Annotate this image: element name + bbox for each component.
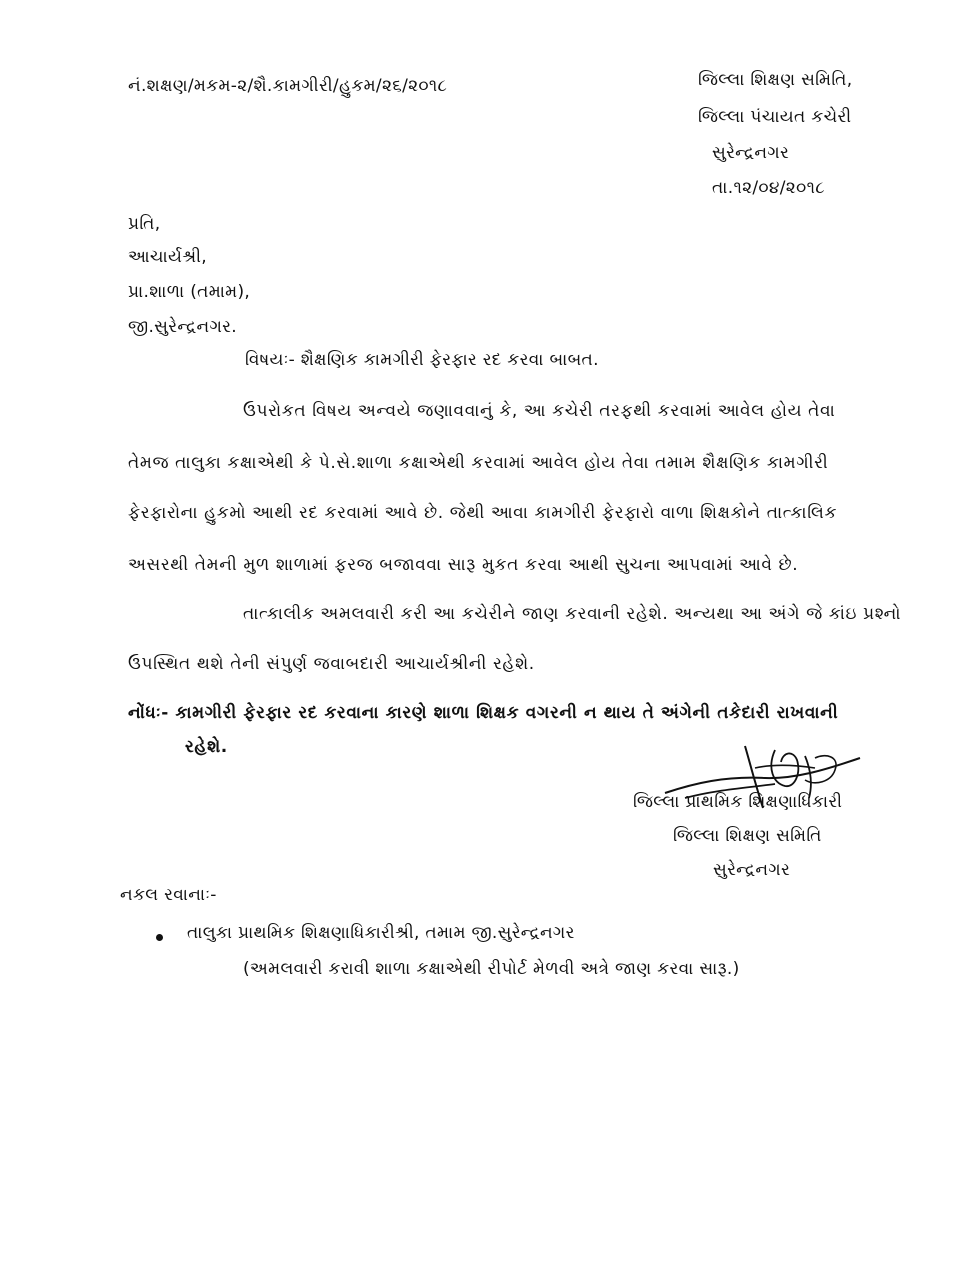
signatory-designation: જિલ્લા પ્રાથમિક શિક્ષણાધિકારી: [633, 792, 843, 812]
paragraph2-line: તાત્કાલીક અમલવારી કરી આ કચેરીને જાણ કરવાની રહેશે. અન્યથા આ અંગે જે કાંઇ પ્રશ્નો: [243, 604, 902, 624]
office-address: જિલ્લા પંચાયત કચેરી: [698, 107, 852, 127]
office-city: સુરેન્દ્રનગર: [712, 143, 790, 163]
addressee-district: જી.સુરેન્દ્રનગર.: [128, 317, 237, 337]
note-line: નોંધઃ- કામગીરી ફેરફાર રદ કરવાના કારણે શાળા શિક્ષક વગરની ન થાય તે અંગેની તકેદારી રાખવાની: [128, 703, 839, 723]
paragraph1-line: તેમજ તાલુકા કક્ષાએથી કે પે.સે.શાળા કક્ષાએથી કરવામાં આવેલ હોય તેવા તમામ શૈક્ષણિક કામગીરી: [128, 453, 829, 473]
addressee-title: આચાર્યશ્રી,: [128, 247, 207, 267]
signatory-office: જિલ્લા શિક્ષણ સમિતિ: [673, 826, 822, 846]
note-line: રહેશે.: [185, 737, 228, 757]
paragraph1-line: ફેરફારોના હુકમો આથી રદ કરવામાં આવે છે. જેથી આવા કામગીરી ફેરફારો વાળા શિક્ષકોને તાત્કાલિક: [128, 503, 838, 523]
reference-number: નં.શક્ષણ/મકમ-૨/શૈ.કામગીરી/હુકમ/૨૬/૨૦૧૮: [128, 76, 448, 96]
copy-to-heading: નકલ રવાનાઃ-: [120, 885, 217, 905]
paragraph2-line: ઉપસ્થિત થશે તેની સંપુર્ણ જવાબદારી આચાર્યશ્રીની રહેશે.: [128, 654, 535, 674]
addressee-to: પ્રતિ,: [128, 214, 161, 234]
subject-line: વિષયઃ- શૈક્ષણિક કામગીરી ફેરફાર રદ કરવા બાબત.: [245, 350, 599, 370]
bullet-icon: [156, 934, 163, 941]
copy-to-recipient: તાલુકા પ્રાથમિક શિક્ષણાધિકારીશ્રી, તમામ જી.સુરેન્દ્રનગર: [187, 923, 575, 943]
copy-to-instruction: (અમલવારી કરાવી શાળા કક્ષાએથી રીપોર્ટ મેળવી અત્રે જાણ કરવા સારૂ.): [243, 959, 740, 979]
office-name: જિલ્લા શિક્ષણ સમિતિ,: [698, 70, 853, 90]
letter-date: તા.૧૨/૦૪/૨૦૧૮: [712, 178, 825, 198]
addressee-school: પ્રા.શાળા (તમામ),: [128, 282, 251, 302]
paragraph1-line: અસરથી તેમની મુળ શાળામાં ફરજ બજાવવા સારૂ મુકત કરવા આથી સુચના આપવામાં આવે છે.: [128, 555, 799, 575]
paragraph1-line: ઉપરોકત વિષય અન્વયે જણાવવાનું કે, આ કચેરી તરફથી કરવામાં આવેલ હોય તેવા: [243, 401, 836, 421]
signatory-city: સુરેન્દ્રનગર: [713, 860, 791, 880]
